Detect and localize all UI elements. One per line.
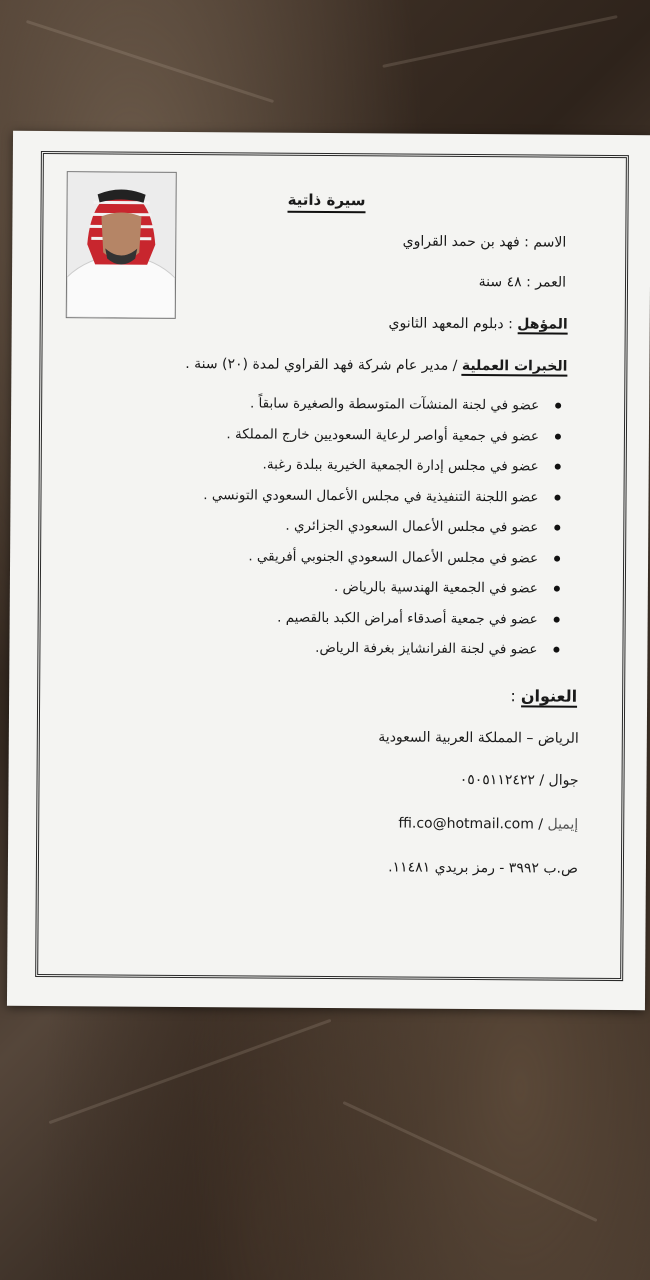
qualification-label: المؤهل [517,316,568,333]
email-value: ffi.co@hotmail.com [398,815,534,833]
bullet-icon [554,525,560,531]
email-label: إيميل [547,816,579,833]
age-value: ٤٨ سنة [478,274,522,291]
list-item: عضو في لجنة المنشآت المتوسطة والصغيرة سابقاً . [81,391,561,425]
age-line: العمر : ٤٨ سنة [478,274,567,291]
list-item: عضو في مجلس الأعمال السعودي الجزائري . [80,513,560,547]
mobile-value: ٠٥٠٥١١٢٤٢٢ [459,771,536,789]
bullet-icon [555,464,561,470]
address-heading: العنوان : [510,686,578,706]
marble-vein [49,1019,332,1124]
name-value: فهد بن حمد القراوي [402,233,520,251]
email-line: إيميل / ffi.co@hotmail.com [398,815,579,833]
mobile-label: جوال [548,772,579,789]
marble-vein [342,1101,597,1222]
list-item: عضو في مجلس إدارة الجمعية الخيرية ببلدة رغبة. [81,452,561,486]
list-item: عضو في الجمعية الهندسية بالرياض . [80,574,560,608]
name-line: الاسم : فهد بن حمد القراوي [402,233,567,251]
experience-line: الخبرات العملية / مدير عام شركة فهد القراوي لمدة (٢٠) سنة . [185,355,568,375]
pobox-value: ص.ب ٣٩٩٢ - رمز بريدي ١١٤٨١. [388,859,578,877]
mobile-line: جوال / ٠٥٠٥١١٢٤٢٢ [459,771,579,789]
qualification-value: دبلوم المعهد الثانوي [388,315,504,333]
list-item: عضو في جمعية أواصر لرعاية السعوديين خارج المملكة . [81,422,561,456]
experience-value: مدير عام شركة فهد القراوي لمدة (٢٠) سنة . [185,355,449,374]
bullet-icon [554,494,560,500]
bullet-icon [555,433,561,439]
cv-paper [7,131,650,1010]
list-item: عضو في جمعية أصدقاء أمراض الكبد بالقصيم . [80,605,560,639]
list-item: عضو في لجنة الفرانشايز بغرفة الرياض. [79,635,559,669]
qualification-line: المؤهل : دبلوم المعهد الثانوي [388,315,568,333]
address-value: الرياض – المملكة العربية السعودية [378,729,579,747]
name-label: الاسم [533,234,567,251]
age-label: العمر [535,274,567,291]
marble-vein [382,15,617,68]
bullet-icon [555,403,561,409]
page-title: سيرة ذاتية [288,191,366,214]
experience-label: الخبرات العملية [461,357,568,375]
bullet-icon [554,586,560,592]
marble-vein [26,20,274,103]
bullet-icon [554,616,560,622]
list-item: عضو في مجلس الأعمال السعودي الجنوبي أفريقي . [80,544,560,578]
bullet-icon [553,647,559,653]
bullet-icon [554,555,560,561]
address-label: العنوان [520,686,578,706]
memberships-list [79,391,561,669]
list-item: عضو اللجنة التنفيذية في مجلس الأعمال السعودي التونسي . [80,483,560,517]
